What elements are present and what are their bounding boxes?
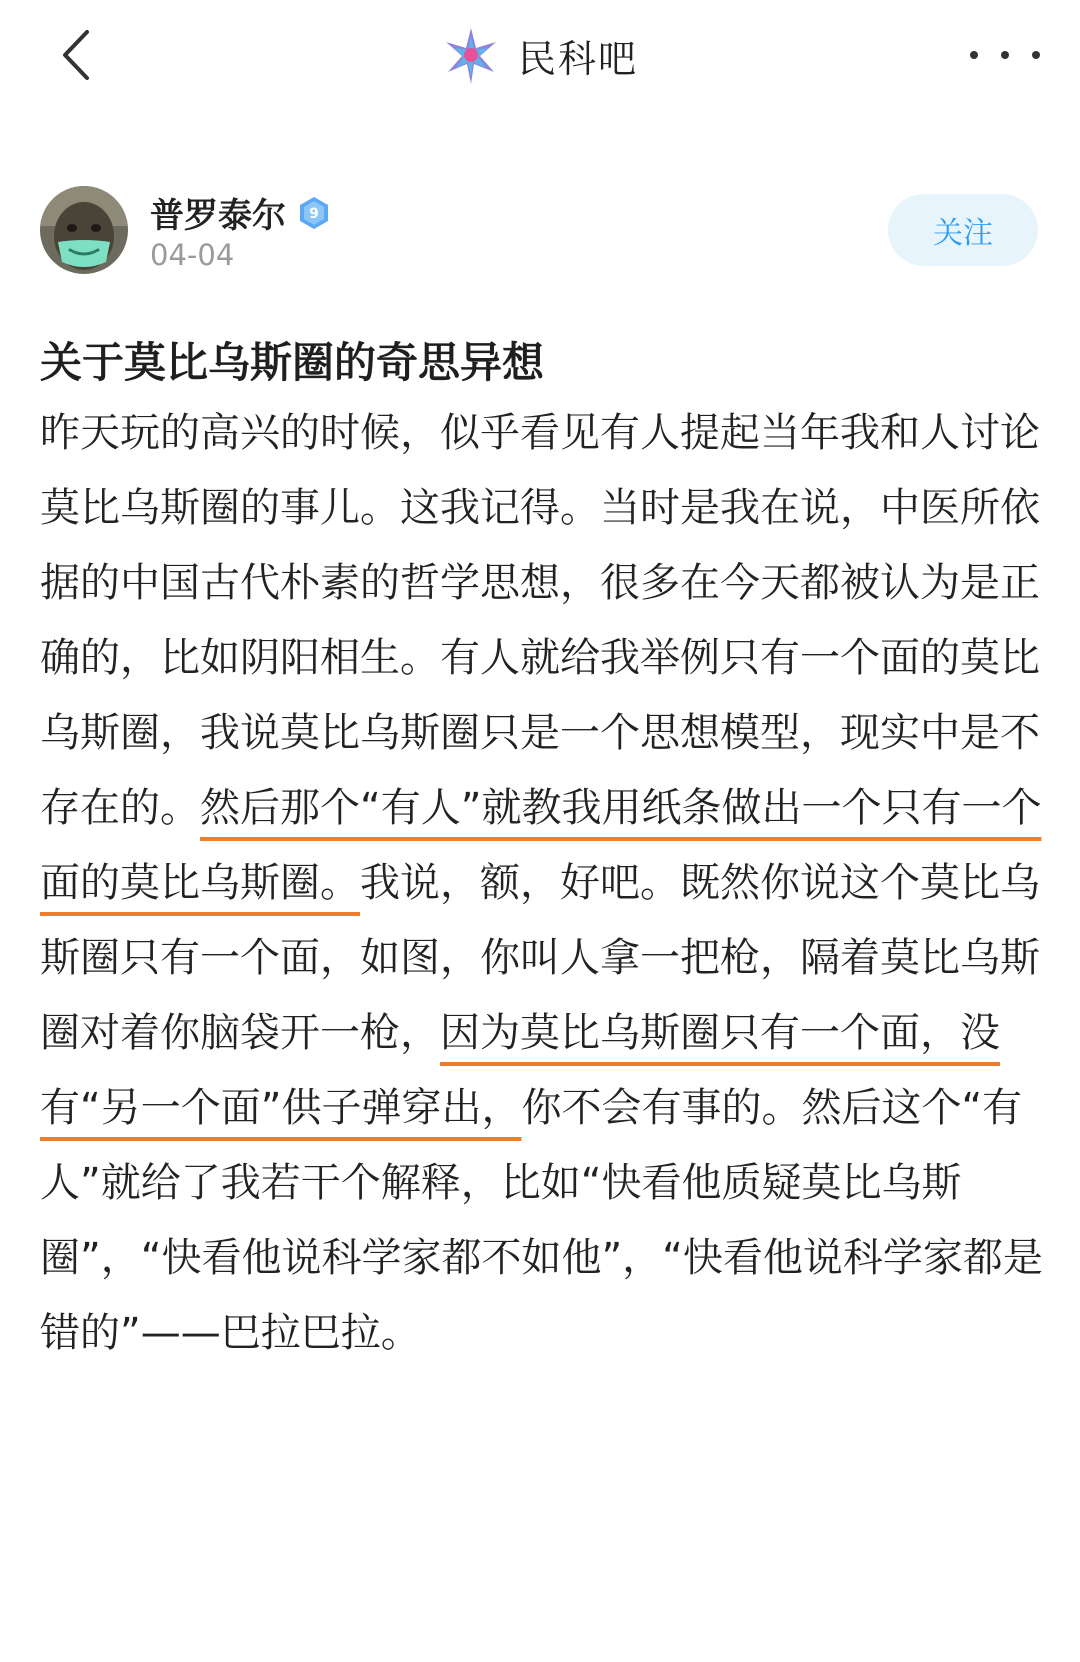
post-title: 关于莫比乌斯圈的奇思异想 <box>40 338 545 387</box>
follow-button[interactable]: 关注 <box>888 194 1038 266</box>
chevron-left-icon <box>55 22 115 88</box>
body-text: 你不会有事的。然后这个“有人”就给了我若干个解释，比如“快看他质疑莫比乌斯圈”，“快看他说科学家都不如他”，“快看他说科学家都是错的”——巴拉巴拉。 <box>40 1085 1043 1356</box>
level-number: 9 <box>309 205 319 222</box>
more-options-button[interactable] <box>970 22 1040 88</box>
forum-header[interactable] <box>440 22 638 88</box>
author-info <box>40 186 1040 276</box>
more-dot <box>1032 51 1040 59</box>
highlighted-text: 因为莫比乌斯圈只有一个面，没有“另一个面”供子弹穿出， <box>40 1010 1000 1131</box>
username[interactable]: 普罗泰尔 <box>150 196 286 236</box>
body-text: 我说，额，好吧。既然你说这个莫比乌斯圈只有一个面，如图，你叫人拿一把枪，隔着莫比乌斯圈对着你脑袋开一枪， <box>40 860 1040 1056</box>
highlighted-text: 然后那个“有人”就教我用纸条做出一个只有一个面的莫比乌斯圈。 <box>40 785 1042 906</box>
body-text: 昨天玩的高兴的时候，似乎看见有人提起当年我和人讨论莫比乌斯圈的事儿。这我记得。当时是我在说，中医所依据的中国古代朴素的哲学思想，很多在今天都被认为是正确的，比如阴阳相生。有人就给我举例只有一个面的莫比乌斯圈，我说莫比乌斯圈只是一个思想模型，现实中是不存在的。 <box>40 410 1040 831</box>
more-dot <box>1001 51 1009 59</box>
post-body <box>40 396 1045 1371</box>
more-dot <box>970 51 978 59</box>
avatar[interactable] <box>40 186 128 274</box>
top-navigation-bar <box>0 0 1080 110</box>
username-row <box>150 188 332 237</box>
back-button[interactable] <box>55 22 115 88</box>
avatar-image <box>40 186 128 274</box>
level-badge-icon <box>296 195 332 231</box>
post-date: 04-04 <box>150 238 235 272</box>
forum-name: 民科吧 <box>518 36 639 81</box>
forum-logo-icon <box>440 24 502 86</box>
